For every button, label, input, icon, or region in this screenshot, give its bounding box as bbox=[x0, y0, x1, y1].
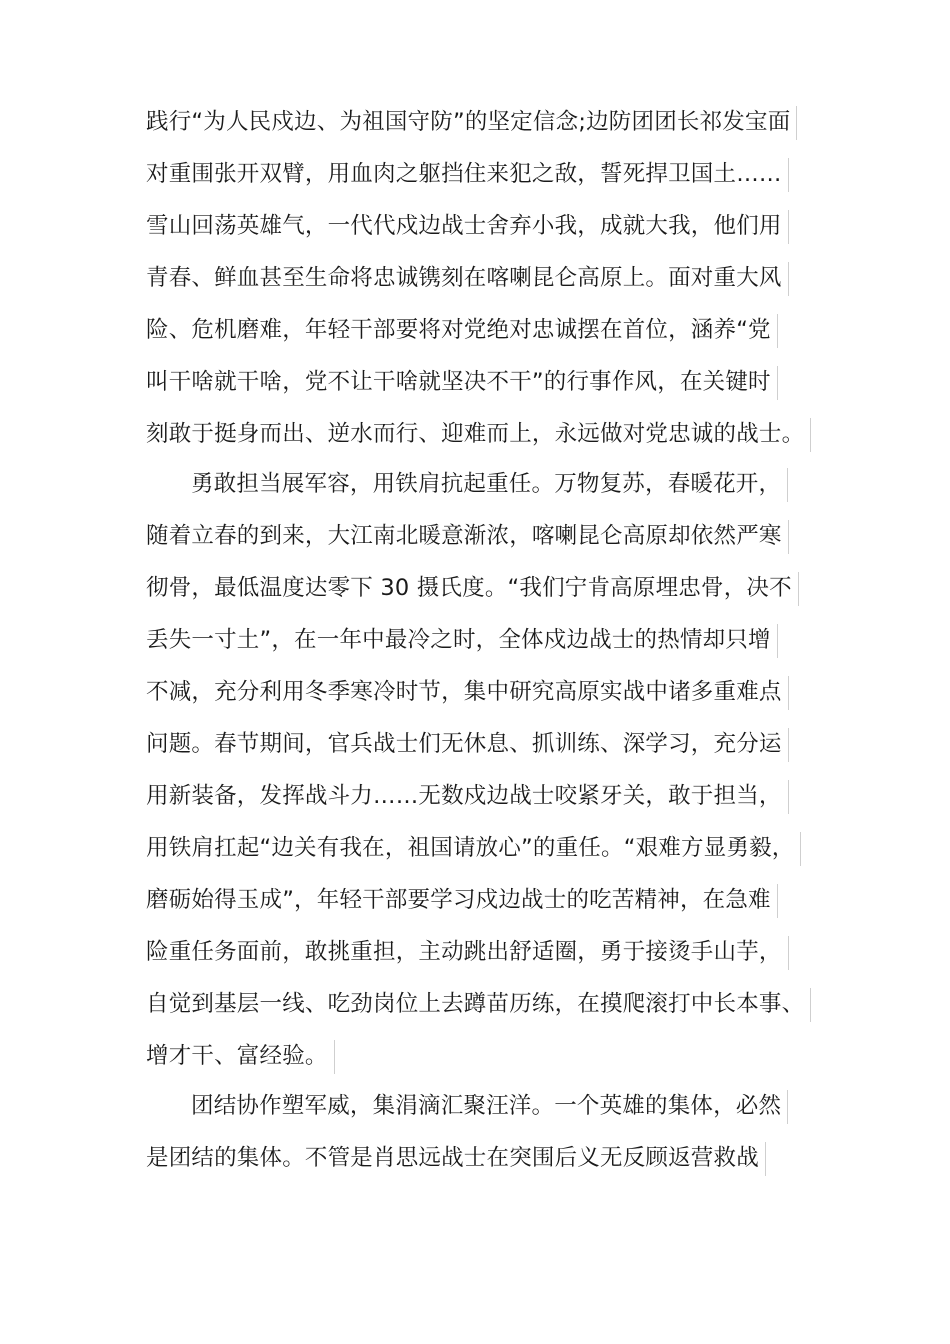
text-line: 增才干、富经验。 bbox=[146, 1030, 334, 1082]
text-line: 险、危机磨难，年轻干部要将对党绝对忠诚摆在首位，涵养“党 bbox=[146, 304, 777, 356]
text-line: 对重围张开双臂，用血肉之躯挡住来犯之敌，誓死捍卫国土…… bbox=[146, 148, 788, 200]
text-line: 叫干啥就干啥，党不让干啥就坚决不干”的行事作风，在关键时 bbox=[146, 356, 777, 408]
text-line: 刻敢于挺身而出、逆水而行、迎难而上，永远做对党忠诚的战士。 bbox=[146, 408, 810, 460]
text-line: 践行“为人民戍边、为祖国守防”的坚定信念;边防团团长祁发宝面 bbox=[146, 96, 796, 148]
text-line: 勇敢担当展军容，用铁肩抗起重任。万物复苏，春暖花开， bbox=[146, 458, 787, 510]
text-line: 用新装备，发挥战斗力……无数戍边战士咬紧牙关，敢于担当， bbox=[146, 770, 788, 822]
text-line: 险重任务面前，敢挑重担，主动跳出舒适圈，勇于接烫手山芋， bbox=[146, 926, 788, 978]
text-line: 用铁肩扛起“边关有我在，祖国请放心”的重任。“艰难方显勇毅， bbox=[146, 822, 800, 874]
paragraph-unity bbox=[146, 1080, 826, 1184]
text-line: 随着立春的到来，大江南北暖意渐浓，喀喇昆仑高原却依然严寒 bbox=[146, 510, 788, 562]
text-line: 是团结的集体。不管是肖思远战士在突围后义无反顾返营救战 bbox=[146, 1132, 765, 1184]
text-line: 丢失一寸土”，在一年中最冷之时，全体戍边战士的热情却只增 bbox=[146, 614, 777, 666]
text-line: 团结协作塑军威，集涓滴汇聚汪洋。一个英雄的集体，必然 bbox=[146, 1080, 787, 1132]
text-line: 磨砺始得玉成”，年轻干部要学习戍边战士的吃苦精神，在急难 bbox=[146, 874, 777, 926]
text-line: 雪山回荡英雄气，一代代戍边战士舍弃小我，成就大我，他们用 bbox=[146, 200, 788, 252]
paragraph-loyalty bbox=[146, 96, 826, 460]
text-line: 不减，充分利用冬季寒冷时节，集中研究高原实战中诸多重难点 bbox=[146, 666, 788, 718]
paragraph-responsibility bbox=[146, 458, 826, 1082]
text-line: 自觉到基层一线、吃劲岗位上去蹲苗历练，在摸爬滚打中长本事、 bbox=[146, 978, 810, 1030]
text-line: 彻骨，最低温度达零下 30 摄氏度。“我们宁肯高原埋忠骨，决不 bbox=[146, 562, 798, 614]
text-line: 问题。春节期间，官兵战士们无休息、抓训练、深学习，充分运 bbox=[146, 718, 788, 770]
text-line: 青春、鲜血甚至生命将忠诚镌刻在喀喇昆仑高原上。面对重大风 bbox=[146, 252, 788, 304]
